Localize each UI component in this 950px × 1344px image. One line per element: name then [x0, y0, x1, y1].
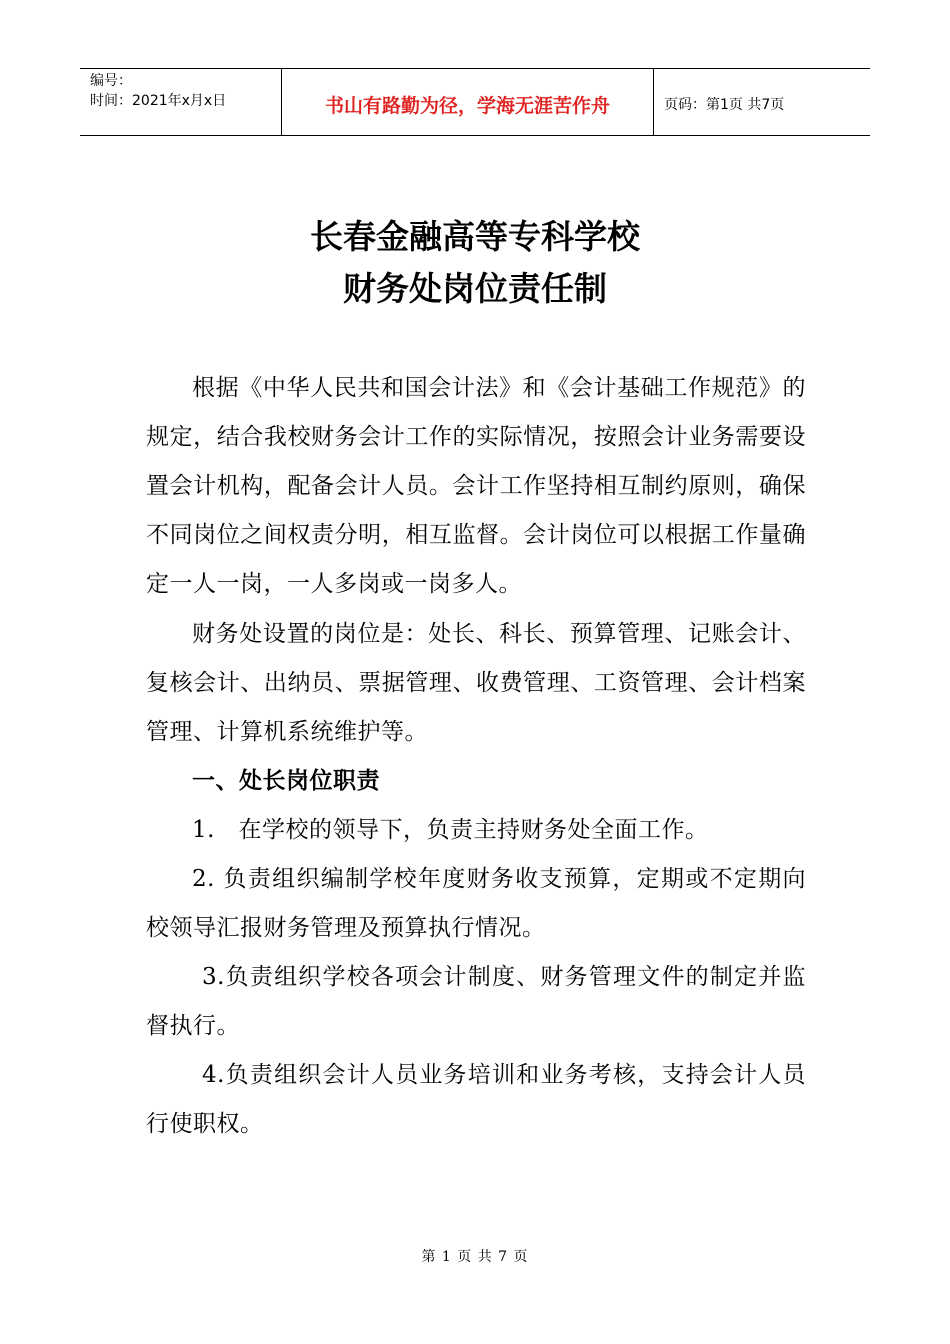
document-header	[80, 68, 870, 136]
intro-paragraph: 根据《中华人民共和国会计法》和《会计基础工作规范》的规定，结合我校财务会计工作的实际情况，按照会计业务需要设置会计机构，配备会计人员。会计工作坚持相互制约原则，确保不同岗位之间权责分明，相互监督。会计岗位可以根据工作量确定一人一岗，一人多岗或一岗多人。	[146, 375, 806, 597]
section-heading: 一、处长岗位职责	[192, 768, 380, 794]
number-label: 编号：	[90, 73, 132, 89]
positions-paragraph: 财务处设置的岗位是：处长、科长、预算管理、记账会计、复核会计、出纳员、票据管理、收费管理、工资管理、会计档案管理、计算机系统维护等。	[146, 621, 806, 745]
duty-item-4: 4.负责组织会计人员业务培训和业务考核，支持会计人员行使职权。	[146, 1062, 806, 1137]
duty-item-3: 3.负责组织学校各项会计制度、财务管理文件的制定并监督执行。	[146, 964, 806, 1039]
header-motto: 书山有路勤为径，学海无涯苦作舟	[282, 69, 654, 135]
document-body	[146, 364, 806, 1149]
page-footer: 第 1 页 共 7 页	[421, 1249, 529, 1265]
document-title-line1: 长春金融高等专科学校	[310, 217, 640, 256]
duty-item-2: 2. 负责组织编制学校年度财务收支预算，定期或不定期向校领导汇报财务管理及预算执行情况。	[146, 866, 806, 941]
header-page-info: 页码：第1页 共7页	[664, 97, 785, 113]
duty-item-1: 1. 在学校的领导下，负责主持财务处全面工作。	[192, 817, 709, 843]
header-meta	[80, 69, 282, 135]
date-label: 时间：2021年x月x日	[90, 93, 227, 109]
document-title-line2: 财务处岗位责任制	[343, 269, 607, 308]
